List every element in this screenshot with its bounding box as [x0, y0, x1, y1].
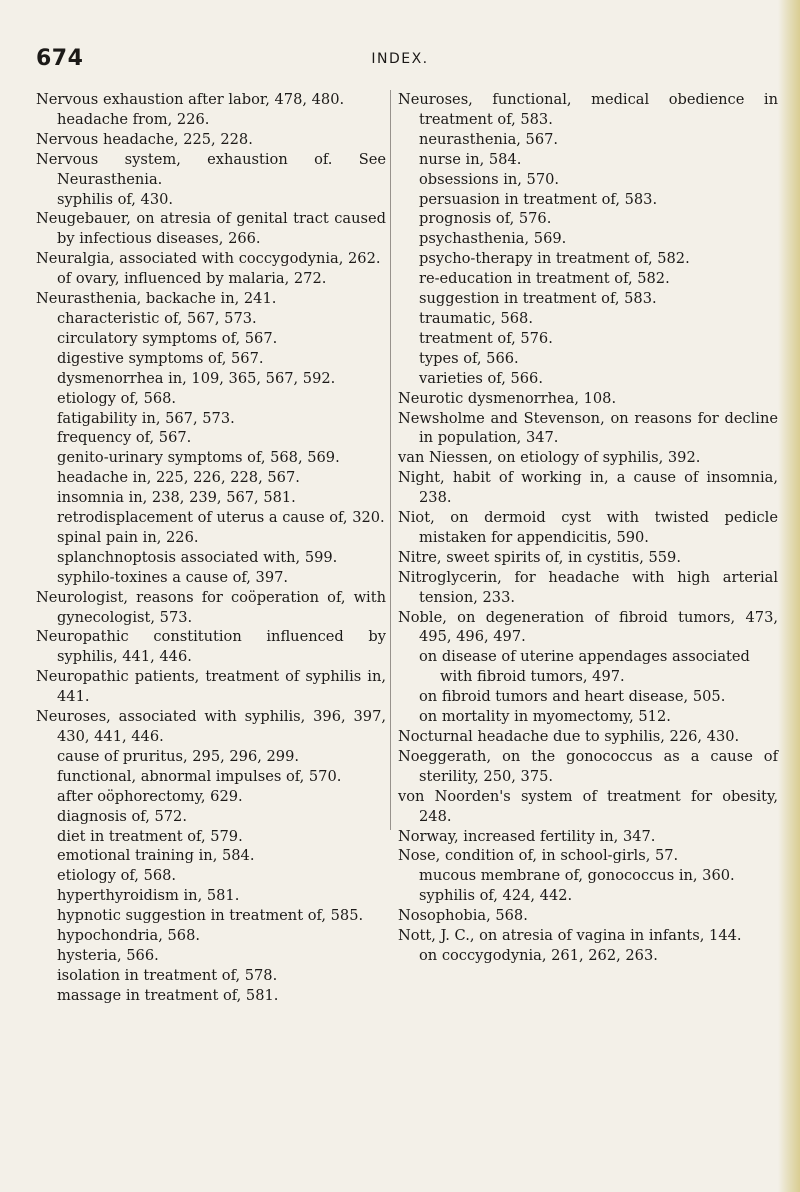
index-entry: Nosophobia, 568.: [398, 907, 528, 925]
index-subentry: hyperthyroidism in, 581.: [57, 887, 240, 905]
index-subentry: syphilis of, 424, 442.: [419, 887, 573, 905]
index-subentry: fatigability in, 567, 573.: [57, 409, 235, 427]
index-subentry: hypnotic suggestion in treatment of, 585.: [57, 907, 364, 925]
index-subentry: obsessions in, 570.: [419, 170, 560, 188]
index-entry: Night, habit of working in, a cause of insomnia, 238.: [398, 469, 778, 507]
index-subentry: of ovary, influenced by malaria, 272.: [57, 270, 327, 288]
column-divider: [390, 90, 391, 830]
index-entry: Nitroglycerin, for headache with high arterial tension, 233.: [398, 568, 778, 606]
index-subentry: psycho-therapy in treatment of, 582.: [419, 250, 690, 268]
index-entry: Nocturnal headache due to syphilis, 226, 430.: [398, 728, 740, 745]
index-subentry: headache from, 226.: [57, 110, 210, 128]
index-subentry: etiology of, 568.: [57, 389, 177, 407]
index-entry: von Noorden's system of treatment for obesity, 248.: [398, 787, 778, 825]
index-entry: Neurotic dysmenorrhea, 108.: [398, 389, 617, 407]
page-number: 674: [36, 46, 84, 71]
index-subentry: circulatory symptoms of, 567.: [57, 329, 278, 347]
index-subentry: persuasion in treatment of, 583.: [419, 190, 658, 208]
index-subentry: types of, 566.: [419, 349, 519, 367]
index-entry: Nose, condition of, in school-girls, 57.: [398, 847, 679, 865]
index-subentry: on disease of uterine appendages associated with fibroid tumors, 497.: [419, 648, 750, 686]
index-subentry: etiology of, 568.: [57, 867, 177, 885]
index-subentry: spinal pain in, 226.: [57, 528, 199, 546]
running-title: INDEX.: [371, 51, 429, 67]
page-header: [0, 46, 800, 76]
index-subentry: hypochondria, 568.: [57, 927, 200, 945]
index-entry: Niot, on dermoid cyst with twisted pedicle mistaken for appendicitis, 590.: [398, 509, 778, 546]
page-edge: [778, 0, 800, 1192]
index-entry: Nervous headache, 225, 228.: [36, 130, 253, 148]
index-entry: Noble, on degeneration of fibroid tumors, 473, 495, 496, 497.: [398, 608, 778, 646]
index-subentry: characteristic of, 567, 573.: [57, 309, 257, 327]
index-entry: Nitre, sweet spirits of, in cystitis, 559.: [398, 548, 681, 566]
index-entry: Newsholme and Stevenson, on reasons for decline in population, 347.: [398, 409, 778, 447]
index-entry: Norway, increased fertility in, 347.: [398, 827, 656, 845]
index-entry: Noeggerath, on the gonococcus as a cause of sterility, 250, 375.: [398, 747, 778, 785]
index-subentry: digestive symptoms of, 567.: [57, 349, 264, 367]
right-index-column: [398, 90, 778, 966]
index-entry: Nervous exhaustion after labor, 478, 480.: [36, 91, 345, 108]
index-subentry: insomnia in, 238, 239, 567, 581.: [57, 489, 296, 507]
index-subentry: functional, abnormal impulses of, 570.: [57, 767, 342, 785]
index-entry: van Niessen, on etiology of syphilis, 392.: [398, 449, 701, 467]
index-subentry: varieties of, 566.: [419, 369, 543, 387]
index-subentry: genito-urinary symptoms of, 568, 569.: [57, 449, 340, 467]
index-subentry: frequency of, 567.: [57, 429, 192, 447]
index-subentry: retrodisplacement of uterus a cause of, 320.: [57, 509, 385, 527]
index-subentry: on coccygodynia, 261, 262, 263.: [419, 946, 658, 964]
index-subentry: syphilo-toxines a cause of, 397.: [57, 568, 289, 586]
index-subentry: psychasthenia, 569.: [419, 230, 567, 248]
index-subentry: diet in treatment of, 579.: [57, 827, 243, 845]
index-subentry: on fibroid tumors and heart disease, 505.: [419, 688, 726, 706]
index-subentry: emotional training in, 584.: [57, 847, 255, 865]
index-entry: Neurasthenia, backache in, 241.: [36, 290, 277, 308]
index-subentry: suggestion in treatment of, 583.: [419, 290, 657, 308]
index-subentry: isolation in treatment of, 578.: [57, 966, 278, 984]
index-subentry: syphilis of, 430.: [57, 190, 174, 208]
index-entry: Nott, J. C., on atresia of vagina in infants, 144.: [398, 927, 742, 945]
index-entry: Neurologist, reasons for coöperation of, with gynecologist, 573.: [36, 588, 386, 626]
index-subentry: on mortality in myomectomy, 512.: [419, 708, 671, 726]
index-entry: Nervous system, exhaustion of. See Neurasthenia.: [36, 150, 386, 188]
index-entry: Neuralgia, associated with coccygodynia, 262.: [36, 250, 381, 268]
index-entry: Neuroses, functional, medical obedience in treatment of, 583.: [398, 91, 778, 128]
index-subentry: splanchnoptosis associated with, 599.: [57, 548, 338, 566]
index-subentry: mucous membrane of, gonococcus in, 360.: [419, 867, 735, 885]
index-subentry: headache in, 225, 226, 228, 567.: [57, 469, 300, 487]
index-subentry: hysteria, 566.: [57, 946, 159, 964]
index-subentry: re-education in treatment of, 582.: [419, 270, 670, 288]
left-index-column: [36, 90, 386, 1006]
index-subentry: prognosis of, 576.: [419, 210, 552, 228]
index-subentry: diagnosis of, 572.: [57, 807, 187, 825]
index-subentry: cause of pruritus, 295, 296, 299.: [57, 747, 300, 765]
index-subentry: traumatic, 568.: [419, 309, 533, 327]
index-subentry: nurse in, 584.: [419, 150, 522, 168]
index-entry: Neuropathic constitution influenced by syphilis, 441, 446.: [36, 628, 386, 666]
index-subentry: neurasthenia, 567.: [419, 130, 559, 148]
index-entry: Neuropathic patients, treatment of syphilis in, 441.: [36, 668, 386, 706]
index-entry: Neuroses, associated with syphilis, 396, 397, 430, 441, 446.: [36, 708, 386, 745]
index-subentry: dysmenorrhea in, 109, 365, 567, 592.: [57, 369, 336, 387]
index-subentry: after oöphorectomy, 629.: [57, 787, 243, 805]
index-subentry: treatment of, 576.: [419, 329, 553, 347]
index-entry: Neugebauer, on atresia of genital tract caused by infectious diseases, 266.: [36, 210, 386, 248]
index-subentry: massage in treatment of, 581.: [57, 986, 279, 1004]
